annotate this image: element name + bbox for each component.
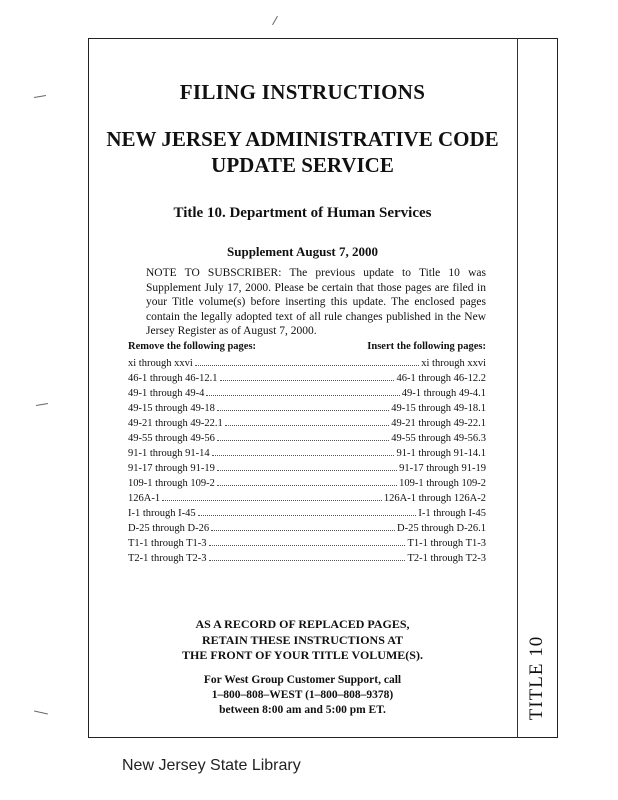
page-list-row — [128, 535, 486, 550]
library-stamp: New Jersey State Library — [122, 757, 301, 774]
list-header — [128, 341, 486, 352]
remove-pages: T1-1 through T1-3 — [128, 538, 207, 549]
insert-pages: 109-1 through 109-2 — [399, 478, 486, 489]
support-line3: between 8:00 am and 5:00 pm ET. — [219, 704, 386, 716]
insert-header: Insert the following pages: — [367, 341, 486, 352]
dot-leader — [225, 415, 389, 426]
scan-mark — [34, 711, 48, 715]
remove-pages: 49-1 through 49-4 — [128, 388, 205, 399]
remove-pages: 91-1 through 91-14 — [128, 448, 210, 459]
scan-mark — [272, 16, 278, 25]
remove-pages: 49-15 through 49-18 — [128, 403, 215, 414]
insert-pages: 91-17 through 91-19 — [399, 463, 486, 474]
insert-pages: T1-1 through T1-3 — [407, 538, 486, 549]
page-list-row — [128, 550, 486, 565]
record-line3: THE FRONT OF YOUR TITLE VOLUME(S). — [182, 648, 423, 662]
support-line1: For West Group Customer Support, call — [203, 674, 402, 686]
insert-pages: D-25 through D-26.1 — [397, 523, 486, 534]
page-list-row — [128, 475, 486, 490]
dot-leader — [217, 400, 389, 411]
insert-pages: T2-1 through T2-3 — [407, 553, 486, 564]
page-list-row — [128, 445, 486, 460]
dot-leader — [217, 430, 389, 441]
insert-pages: xi through xxvi — [421, 358, 486, 369]
remove-pages: xi through xxvi — [128, 358, 193, 369]
remove-pages: 49-21 through 49-22.1 — [128, 418, 223, 429]
dot-leader — [195, 355, 420, 366]
dot-leader — [217, 475, 397, 486]
insert-pages: 126A-1 through 126A-2 — [383, 493, 486, 504]
dot-leader — [212, 445, 395, 456]
page-list-row — [128, 355, 486, 370]
remove-pages: 46-1 through 46-12.1 — [128, 373, 218, 384]
dot-leader — [162, 490, 382, 501]
scan-mark — [34, 95, 46, 98]
page-list-row — [128, 430, 486, 445]
code-title — [88, 126, 517, 178]
page-title: FILING INSTRUCTIONS — [179, 80, 426, 104]
dot-leader — [209, 535, 406, 546]
remove-pages: 126A-1 — [128, 493, 161, 504]
title-tab-label: TITLE 10 — [526, 635, 547, 721]
remove-header: Remove the following pages: — [128, 341, 257, 352]
page-list-row — [128, 400, 486, 415]
note-text: NOTE TO SUBSCRIBER: The previous update to Title 10 was Supplement July 17, 2000. Please be certain that those pages are filed in your Title volume(s) before inserting this update. The enclosed pages contain the legally adopted text of all rule changes published in the New Jersey Register as of August 7, 2000. — [146, 267, 486, 337]
remove-pages: 49-55 through 49-56 — [128, 433, 215, 444]
remove-pages: 109-1 through 109-2 — [128, 478, 215, 489]
insert-pages: I-1 through I-45 — [418, 508, 486, 519]
page-list-row — [128, 385, 486, 400]
dot-leader — [211, 520, 395, 531]
dot-leader — [206, 385, 399, 396]
dot-leader — [209, 550, 406, 561]
code-title-line2: UPDATE SERVICE — [211, 153, 394, 177]
page-list-row — [128, 520, 486, 535]
record-line2: RETAIN THESE INSTRUCTIONS AT — [201, 632, 404, 647]
dot-leader — [198, 505, 417, 516]
dot-leader — [217, 460, 397, 471]
record-notice — [88, 617, 517, 664]
insert-pages: 49-55 through 49-56.3 — [391, 433, 486, 444]
page-list-row — [128, 415, 486, 430]
insert-pages: 49-21 through 49-22.1 — [391, 418, 486, 429]
remove-pages: T2-1 through T2-3 — [128, 553, 207, 564]
title-subtitle: Title 10. Department of Human Services — [173, 205, 432, 221]
dot-leader — [220, 370, 395, 381]
page-list-row — [128, 460, 486, 475]
customer-support — [88, 673, 517, 718]
page-list — [128, 355, 486, 565]
code-title-line1: NEW JERSEY ADMINISTRATIVE CODE — [106, 127, 499, 151]
page-list-row — [128, 370, 486, 385]
support-line2: 1–800–808–WEST (1–800–808–9378) — [211, 689, 394, 701]
scan-mark — [36, 403, 48, 406]
page-list-row — [128, 505, 486, 520]
remove-pages: I-1 through I-45 — [128, 508, 196, 519]
record-line1: AS A RECORD OF REPLACED PAGES, — [195, 617, 410, 631]
remove-pages: D-25 through D-26 — [128, 523, 210, 534]
remove-pages: 91-17 through 91-19 — [128, 463, 215, 474]
insert-pages: 49-1 through 49-4.1 — [401, 388, 486, 399]
insert-pages: 49-15 through 49-18.1 — [391, 403, 486, 414]
subscriber-note — [128, 266, 486, 339]
insert-pages: 91-1 through 91-14.1 — [396, 448, 486, 459]
supplement-date: Supplement August 7, 2000 — [227, 244, 378, 259]
page-list-row — [128, 490, 486, 505]
insert-pages: 46-1 through 46-12.2 — [396, 373, 486, 384]
